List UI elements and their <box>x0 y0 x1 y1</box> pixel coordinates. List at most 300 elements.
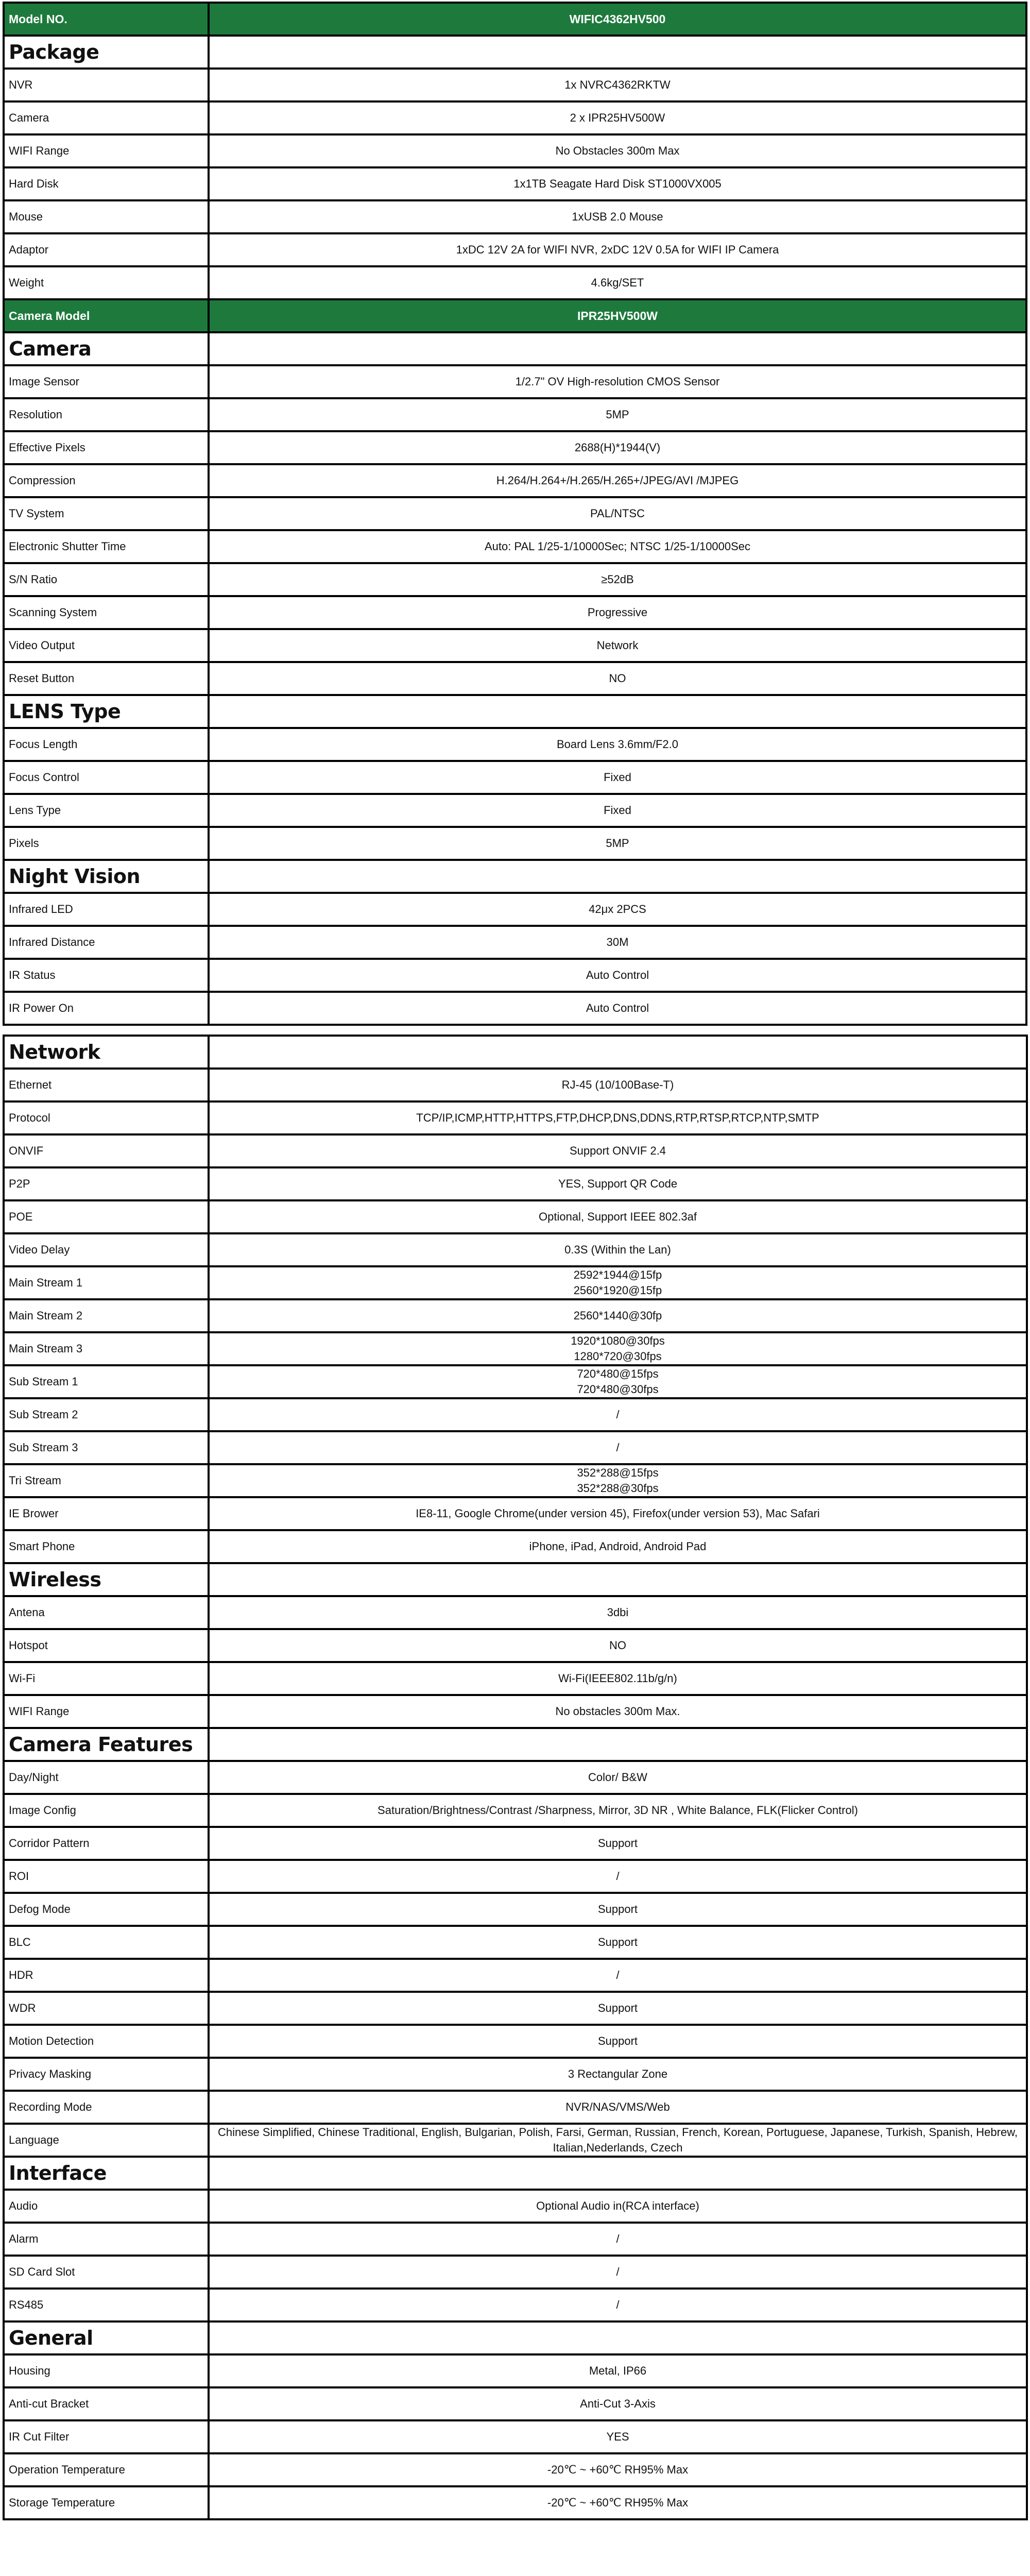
spec-value <box>209 431 1026 464</box>
section-empty-cell <box>209 1036 1027 1069</box>
spec-value-line: Optional Audio in(RCA interface) <box>536 2199 699 2212</box>
spec-row-focus-control <box>4 761 1026 794</box>
spec-row-nvr <box>4 69 1026 101</box>
spec-value-line: 3 Rectangular Zone <box>568 2067 668 2080</box>
spec-label: WIFI Range <box>4 1695 209 1728</box>
spec-value-line: 1/2.7" OV High-resolution CMOS Sensor <box>515 375 720 388</box>
spec-value-line: 1280*720@30fps <box>574 1350 662 1363</box>
spec-value-line: Metal, IP66 <box>589 2364 647 2377</box>
spec-label: Operation Temperature <box>4 2453 209 2486</box>
spec-label: Model NO. <box>4 3 209 36</box>
spec-value <box>209 2058 1027 2091</box>
spec-label: Effective Pixels <box>4 431 209 464</box>
spec-value-line: Progressive <box>587 606 648 619</box>
spec-value-line: 5MP <box>606 408 629 421</box>
spec-value-line: IE8-11, Google Chrome(under version 45), Firefox(under version 53), Mac Safari <box>416 1507 820 1520</box>
spec-value <box>209 1992 1027 2025</box>
spec-label: Wi-Fi <box>4 1662 209 1695</box>
spec-value-line: / <box>616 1870 620 1883</box>
spec-row-camera <box>4 101 1026 134</box>
spec-value <box>209 1167 1027 1200</box>
spec-label: Infrared Distance <box>4 926 209 959</box>
spec-row-defog-mode <box>4 1893 1027 1926</box>
spec-value-line: / <box>616 2232 620 2245</box>
section-heading-row-night-vision <box>4 860 1026 893</box>
spec-row-audio <box>4 2190 1027 2223</box>
spec-value <box>209 1069 1027 1101</box>
spec-row-smart-phone <box>4 1530 1027 1563</box>
spec-value-line: Italian,Nederlands, Czech <box>553 2141 683 2154</box>
spec-label: IR Cut Filter <box>4 2420 209 2453</box>
spec-value-line: 2560*1440@30fp <box>573 1309 662 1322</box>
spec-row-storage-temperature <box>4 2486 1027 2519</box>
spec-row-language <box>4 2124 1027 2157</box>
spec-row-image-sensor <box>4 365 1026 398</box>
spec-row-mouse <box>4 200 1026 233</box>
spec-label: BLC <box>4 1926 209 1959</box>
spec-row-operation-temperature <box>4 2453 1027 2486</box>
spec-value <box>209 1398 1027 1431</box>
spec-label: Storage Temperature <box>4 2486 209 2519</box>
spec-value-line: 1xUSB 2.0 Mouse <box>572 210 663 223</box>
spec-value <box>209 1794 1027 1827</box>
section-title: Network <box>4 1036 209 1069</box>
section-empty-cell <box>209 2321 1027 2354</box>
spec-value-line: TCP/IP,ICMP,HTTP,HTTPS,FTP,DHCP,DNS,DDNS,RTP,RTSP,RTCP,NTP,SMTP <box>416 1111 819 1124</box>
spec-label: Mouse <box>4 200 209 233</box>
spec-row-alarm <box>4 2223 1027 2256</box>
section-heading-row-camera-features <box>4 1728 1027 1761</box>
section-heading-row-network <box>4 1036 1027 1069</box>
spec-value <box>209 1332 1027 1365</box>
spec-value-line: WIFIC4362HV500 <box>569 12 666 26</box>
spec-label: Sub Stream 2 <box>4 1398 209 1431</box>
spec-value <box>209 2453 1027 2486</box>
section-heading-row-general <box>4 2321 1027 2354</box>
spec-value-line: Wi-Fi(IEEE802.11b/g/n) <box>558 1672 677 1685</box>
section-empty-cell <box>209 860 1026 893</box>
spec-value <box>209 3 1026 36</box>
spec-value <box>209 1761 1027 1794</box>
spec-value-line: 2592*1944@15fp <box>573 1268 662 1281</box>
spec-row-main-stream-3 <box>4 1332 1027 1365</box>
spec-label: Main Stream 1 <box>4 1266 209 1299</box>
spec-value-line: Support ONVIF 2.4 <box>569 1144 666 1157</box>
spec-value-line: Support <box>597 1837 638 1850</box>
spec-value <box>209 1596 1027 1629</box>
spec-value <box>209 662 1026 695</box>
spec-row-recording-mode <box>4 2091 1027 2124</box>
spec-label: Language <box>4 2124 209 2157</box>
spec-value <box>209 1827 1027 1860</box>
section-title: Camera <box>4 332 209 365</box>
spec-value-line: 5MP <box>606 837 629 850</box>
spec-row-wi-fi <box>4 1662 1027 1695</box>
spec-table-package-camera <box>3 2 1027 1026</box>
spec-label: TV System <box>4 497 209 530</box>
spec-label: Hotspot <box>4 1629 209 1662</box>
spec-row-sub-stream-3 <box>4 1431 1027 1464</box>
section-title: LENS Type <box>4 695 209 728</box>
spec-value-line: 30M <box>606 936 629 948</box>
spec-value <box>209 2420 1027 2453</box>
spec-label: Image Config <box>4 1794 209 1827</box>
spec-value <box>209 563 1026 596</box>
spec-value <box>209 893 1026 926</box>
spec-label: Infrared LED <box>4 893 209 926</box>
spec-row-infrared-led <box>4 893 1026 926</box>
spec-value <box>209 2190 1027 2223</box>
spec-value <box>209 299 1026 332</box>
spec-value-line: / <box>616 1969 620 1981</box>
spec-label: Video Output <box>4 629 209 662</box>
spec-value-line: IPR25HV500W <box>577 309 658 323</box>
spec-value <box>209 959 1026 992</box>
spec-label: WDR <box>4 1992 209 2025</box>
spec-row-ir-cut-filter <box>4 2420 1027 2453</box>
spec-value <box>209 926 1026 959</box>
spec-value-line: Fixed <box>604 771 631 784</box>
spec-value <box>209 1959 1027 1992</box>
section-empty-cell <box>209 2157 1027 2190</box>
spec-row-wdr <box>4 1992 1027 2025</box>
spec-label: IE Brower <box>4 1497 209 1530</box>
spec-label: Lens Type <box>4 794 209 827</box>
spec-row-rs485 <box>4 2289 1027 2321</box>
section-empty-cell <box>209 332 1026 365</box>
spec-value-line: ≥52dB <box>601 573 634 586</box>
spec-row-day-night <box>4 1761 1027 1794</box>
section-heading-row-camera <box>4 332 1026 365</box>
spec-value-line: Optional, Support IEEE 802.3af <box>539 1210 697 1223</box>
spec-value-line: 42μx 2PCS <box>589 903 646 916</box>
spec-value-line: 1x NVRC4362RKTW <box>564 78 671 91</box>
spec-value-line: Saturation/Brightness/Contrast /Sharpness, Mirror, 3D NR , White Balance, FLK(Flicker Control) <box>377 1804 858 1817</box>
spec-value-line: Auto Control <box>586 969 649 981</box>
spec-row-wifi-range <box>4 1695 1027 1728</box>
spec-row-ie-brower <box>4 1497 1027 1530</box>
spec-value-line: Anti-Cut 3-Axis <box>580 2397 656 2410</box>
spec-value <box>209 2091 1027 2124</box>
spec-value-line: / <box>616 1408 620 1421</box>
spec-value-line: NO <box>609 1639 626 1652</box>
spec-label: Housing <box>4 2354 209 2387</box>
section-empty-cell <box>209 36 1026 69</box>
spec-value-line: YES, Support QR Code <box>558 1177 678 1190</box>
spec-label: ONVIF <box>4 1134 209 1167</box>
spec-label: Audio <box>4 2190 209 2223</box>
spec-label: Motion Detection <box>4 2025 209 2058</box>
spec-row-hdr <box>4 1959 1027 1992</box>
spec-value-line: No obstacles 300m Max. <box>555 1705 680 1718</box>
spec-value <box>209 1860 1027 1893</box>
spec-row-infrared-distance <box>4 926 1026 959</box>
spec-value <box>209 200 1026 233</box>
spec-value <box>209 2354 1027 2387</box>
spec-value <box>209 992 1026 1025</box>
spec-row-antena <box>4 1596 1027 1629</box>
spec-label: Antena <box>4 1596 209 1629</box>
spec-value-line: YES <box>606 2430 629 2443</box>
spec-row-housing <box>4 2354 1027 2387</box>
spec-label: Ethernet <box>4 1069 209 1101</box>
spec-value <box>209 1926 1027 1959</box>
spec-value <box>209 1266 1027 1299</box>
spec-value-line: Chinese Simplified, Chinese Traditional, English, Bulgarian, Polish, Farsi, German, Russian, French, Korean, Portuguese, Japanese, Turkish, Spanish, Hebrew, <box>217 2126 1018 2139</box>
spec-value <box>209 1497 1027 1530</box>
spec-table-body <box>4 1036 1027 2519</box>
spec-label: Adaptor <box>4 233 209 266</box>
spec-row-blc <box>4 1926 1027 1959</box>
spec-value <box>209 134 1026 167</box>
spec-label: Sub Stream 3 <box>4 1431 209 1464</box>
spec-label: WIFI Range <box>4 134 209 167</box>
spec-value-line: 0.3S (Within the Lan) <box>564 1243 671 1256</box>
spec-value-line: 4.6kg/SET <box>591 276 644 289</box>
spec-row-motion-detection <box>4 2025 1027 2058</box>
spec-row-resolution <box>4 398 1026 431</box>
spec-value <box>209 167 1026 200</box>
spec-value-line: Color/ B&W <box>588 1771 647 1784</box>
spec-value <box>209 2025 1027 2058</box>
spec-label: Corridor Pattern <box>4 1827 209 1860</box>
section-title: General <box>4 2321 209 2354</box>
spec-value <box>209 398 1026 431</box>
spec-label: Camera <box>4 101 209 134</box>
spec-row-focus-length <box>4 728 1026 761</box>
spec-row-lens-type <box>4 794 1026 827</box>
spec-row-sub-stream-1 <box>4 1365 1027 1398</box>
model-header-row-camera-model <box>4 299 1026 332</box>
spec-label: Focus Control <box>4 761 209 794</box>
spec-row-sub-stream-2 <box>4 1398 1027 1431</box>
spec-row-s-n-ratio <box>4 563 1026 596</box>
spec-value <box>209 1695 1027 1728</box>
spec-value-line: -20℃ ~ +60℃ RH95% Max <box>547 2463 689 2476</box>
spec-label: Defog Mode <box>4 1893 209 1926</box>
spec-row-protocol <box>4 1101 1027 1134</box>
spec-value-line: RJ-45 (10/100Base-T) <box>561 1078 674 1091</box>
spec-row-ir-status <box>4 959 1026 992</box>
spec-value <box>209 1101 1027 1134</box>
spec-row-sd-card-slot <box>4 2256 1027 2289</box>
spec-row-anti-cut-bracket <box>4 2387 1027 2420</box>
spec-value <box>209 2124 1027 2157</box>
spec-value-line: / <box>616 2265 620 2278</box>
spec-label: Alarm <box>4 2223 209 2256</box>
spec-label: Recording Mode <box>4 2091 209 2124</box>
spec-value <box>209 464 1026 497</box>
spec-value <box>209 266 1026 299</box>
spec-value <box>209 530 1026 563</box>
spec-value-line: Fixed <box>604 804 631 817</box>
spec-row-ethernet <box>4 1069 1027 1101</box>
section-title: Wireless <box>4 1563 209 1596</box>
spec-row-hotspot <box>4 1629 1027 1662</box>
spec-label: Protocol <box>4 1101 209 1134</box>
spec-value-line: H.264/H.264+/H.265/H.265+/JPEG/AVI /MJPEG <box>496 474 739 487</box>
spec-label: Pixels <box>4 827 209 860</box>
spec-value-line: 720*480@30fps <box>577 1383 659 1396</box>
spec-row-main-stream-1 <box>4 1266 1027 1299</box>
spec-value-line: -20℃ ~ +60℃ RH95% Max <box>547 2496 689 2509</box>
section-title: Package <box>4 36 209 69</box>
spec-value-line: Support <box>597 2035 638 2047</box>
spec-row-corridor-pattern <box>4 1827 1027 1860</box>
spec-row-p2p <box>4 1167 1027 1200</box>
spec-row-effective-pixels <box>4 431 1026 464</box>
spec-row-electronic-shutter-time <box>4 530 1026 563</box>
spec-row-reset-button <box>4 662 1026 695</box>
spec-table-network-general <box>3 1035 1028 2520</box>
spec-value <box>209 365 1026 398</box>
spec-value-line: Support <box>597 2002 638 2014</box>
section-heading-row-interface <box>4 2157 1027 2190</box>
spec-value <box>209 1629 1027 1662</box>
spec-row-privacy-masking <box>4 2058 1027 2091</box>
spec-value-line: Auto Control <box>586 1002 649 1014</box>
spec-value-line: 1xDC 12V 2A for WIFI NVR, 2xDC 12V 0.5A for WIFI IP Camera <box>456 243 779 256</box>
spec-value-line: 3dbi <box>607 1606 629 1619</box>
section-title: Interface <box>4 2157 209 2190</box>
section-title: Night Vision <box>4 860 209 893</box>
spec-value <box>209 2387 1027 2420</box>
spec-value <box>209 1233 1027 1266</box>
spec-label: Hard Disk <box>4 167 209 200</box>
spec-value <box>209 2256 1027 2289</box>
spec-row-video-delay <box>4 1233 1027 1266</box>
spec-value <box>209 2289 1027 2321</box>
spec-row-wifi-range <box>4 134 1026 167</box>
spec-row-compression <box>4 464 1026 497</box>
spec-value-line: 720*480@15fps <box>577 1367 659 1380</box>
spec-label: Privacy Masking <box>4 2058 209 2091</box>
spec-value <box>209 1200 1027 1233</box>
spec-label: HDR <box>4 1959 209 1992</box>
spec-label: Main Stream 3 <box>4 1332 209 1365</box>
spec-value <box>209 1530 1027 1563</box>
spec-label: S/N Ratio <box>4 563 209 596</box>
spec-label: Image Sensor <box>4 365 209 398</box>
spec-row-tri-stream <box>4 1464 1027 1497</box>
spec-value <box>209 2223 1027 2256</box>
spec-value <box>209 1464 1027 1497</box>
spec-label: Weight <box>4 266 209 299</box>
spec-value-line: NVR/NAS/VMS/Web <box>565 2100 670 2113</box>
spec-label: SD Card Slot <box>4 2256 209 2289</box>
section-heading-row-wireless <box>4 1563 1027 1596</box>
spec-value-line: 352*288@15fps <box>577 1466 659 1479</box>
spec-row-image-config <box>4 1794 1027 1827</box>
spec-label: P2P <box>4 1167 209 1200</box>
spec-label: Video Delay <box>4 1233 209 1266</box>
spec-label: Sub Stream 1 <box>4 1365 209 1398</box>
spec-label: Main Stream 2 <box>4 1299 209 1332</box>
section-title: Camera Features <box>4 1728 209 1761</box>
spec-value-line: 2560*1920@15fp <box>573 1284 662 1297</box>
spec-value <box>209 101 1026 134</box>
spec-value <box>209 761 1026 794</box>
spec-table-body <box>4 3 1026 1025</box>
spec-row-pixels <box>4 827 1026 860</box>
spec-value <box>209 1431 1027 1464</box>
spec-row-video-output <box>4 629 1026 662</box>
spec-label: Scanning System <box>4 596 209 629</box>
spec-row-onvif <box>4 1134 1027 1167</box>
spec-label: Focus Length <box>4 728 209 761</box>
spec-value <box>209 1365 1027 1398</box>
spec-row-weight <box>4 266 1026 299</box>
spec-row-scanning-system <box>4 596 1026 629</box>
spec-value <box>209 1134 1027 1167</box>
spec-label: Resolution <box>4 398 209 431</box>
spec-value-line: Board Lens 3.6mm/F2.0 <box>556 738 678 751</box>
spec-value-line: 1x1TB Seagate Hard Disk ST1000VX005 <box>513 177 722 190</box>
spec-row-hard-disk <box>4 167 1026 200</box>
spec-value-line: 352*288@30fps <box>577 1482 659 1495</box>
spec-label: IR Status <box>4 959 209 992</box>
spec-value <box>209 233 1026 266</box>
spec-label: Reset Button <box>4 662 209 695</box>
spec-value-line: Auto: PAL 1/25-1/10000Sec; NTSC 1/25-1/10000Sec <box>484 540 751 553</box>
spec-value <box>209 728 1026 761</box>
spec-label: RS485 <box>4 2289 209 2321</box>
spec-value-line: / <box>616 1441 620 1454</box>
spec-value-line: 2688(H)*1944(V) <box>574 441 661 454</box>
spec-row-main-stream-2 <box>4 1299 1027 1332</box>
spec-label: Camera Model <box>4 299 209 332</box>
spec-value-line: 2 x IPR25HV500W <box>570 111 665 124</box>
spec-value-line: No Obstacles 300m Max <box>555 144 680 157</box>
spec-label: POE <box>4 1200 209 1233</box>
spec-value <box>209 1299 1027 1332</box>
spec-value <box>209 1893 1027 1926</box>
section-heading-row-lens-type <box>4 695 1026 728</box>
spec-row-poe <box>4 1200 1027 1233</box>
section-heading-row-package <box>4 36 1026 69</box>
spec-label: Smart Phone <box>4 1530 209 1563</box>
spec-label: ROI <box>4 1860 209 1893</box>
spec-row-tv-system <box>4 497 1026 530</box>
spec-value-line: 1920*1080@30fps <box>571 1334 665 1347</box>
spec-label: IR Power On <box>4 992 209 1025</box>
spec-value-line: / <box>616 2298 620 2311</box>
spec-value-line: Support <box>597 1903 638 1916</box>
spec-value <box>209 827 1026 860</box>
spec-row-ir-power-on <box>4 992 1026 1025</box>
spec-label: NVR <box>4 69 209 101</box>
spec-label: Compression <box>4 464 209 497</box>
section-empty-cell <box>209 1728 1027 1761</box>
spec-row-roi <box>4 1860 1027 1893</box>
spec-value <box>209 629 1026 662</box>
section-empty-cell <box>209 1563 1027 1596</box>
spec-value-line: Network <box>596 639 639 652</box>
spec-label: Electronic Shutter Time <box>4 530 209 563</box>
model-header-row-model-no <box>4 3 1026 36</box>
spec-row-adaptor <box>4 233 1026 266</box>
spec-value <box>209 794 1026 827</box>
spec-value-line: PAL/NTSC <box>590 507 645 520</box>
spec-value <box>209 596 1026 629</box>
spec-value <box>209 1662 1027 1695</box>
section-empty-cell <box>209 695 1026 728</box>
spec-value-line: Support <box>597 1936 638 1948</box>
spec-value <box>209 2486 1027 2519</box>
spec-value-line: NO <box>609 672 626 685</box>
spec-value <box>209 69 1026 101</box>
spec-label: Anti-cut Bracket <box>4 2387 209 2420</box>
